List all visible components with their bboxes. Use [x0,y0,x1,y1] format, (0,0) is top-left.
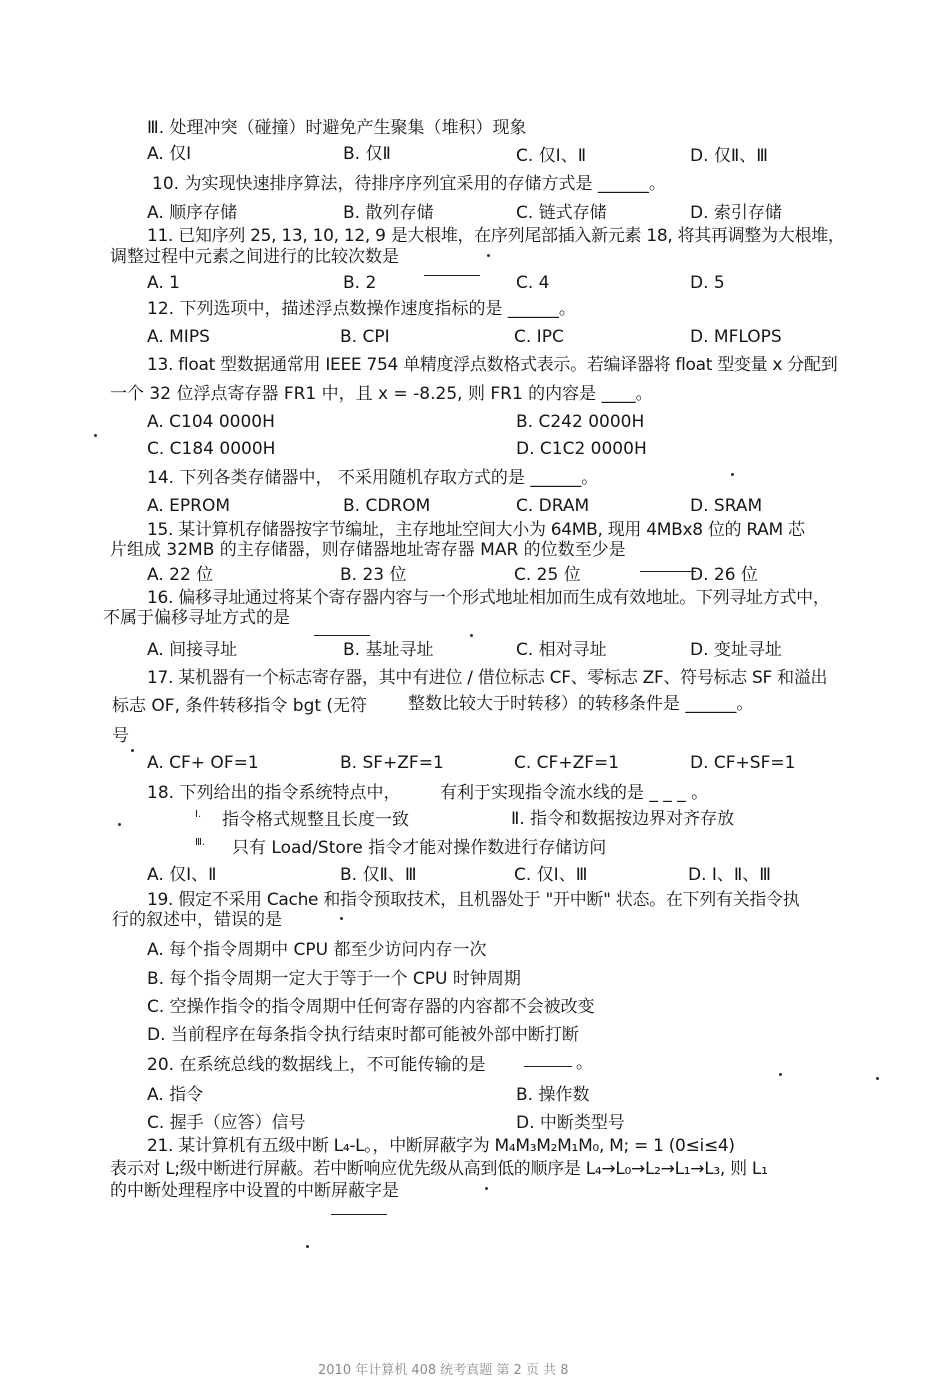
answer-blank [640,571,696,572]
scan-dot [470,634,473,637]
q14-stem: 14. 下列各类存储器中， 不采用随机存取方式的是 ______。 [147,468,599,488]
q21-stem-line3: 的中断处理程序中设置的中断屏蔽字是 [110,1181,399,1201]
q12-option-c: C. IPC [514,327,564,347]
scan-dot [118,823,121,826]
q18-item-iii-marker: Ⅲ. [195,837,206,848]
q21-stem-line2: 表示对 L;级中断进行屏蔽。若中断响应优先级从高到低的顺序是 L₄→L₀→L₂→L₁→L₃, 则 L₁ [110,1159,768,1179]
q12-option-b: B. CPI [340,327,390,347]
answer-blank [314,635,370,636]
q10-stem: 10. 为实现快速排序算法，待排序序列宜采用的存储方式是 ______。 [152,174,666,194]
q12-option-a: A. MIPS [147,327,210,347]
scan-dot [731,473,734,476]
answer-blank [331,1214,387,1215]
q18-item-i-text: 指令格式规整且长度一致 [222,810,409,830]
scan-dot [487,254,490,257]
q18-item-iii-text: 只有 Load/Store 指令才能对操作数进行存储访问 [232,838,607,858]
q15-option-c: C. 25 位 [514,565,581,585]
page-footer: 2010 年计算机 408 统考真题 第 2 页 共 8 [318,1363,569,1378]
scan-dot [340,917,343,920]
q9-option-b: B. 仅Ⅱ [343,144,391,164]
q10-option-a: A. 顺序存储 [147,203,238,223]
scan-dot [779,1073,782,1076]
q15-option-a: A. 22 位 [147,565,214,585]
q12-stem: 12. 下列选项中，描述浮点数操作速度指标的是 ______。 [147,299,576,319]
q11-stem-line2: 调整过程中元素之间进行的比较次数是 [110,247,399,267]
q14-option-a: A. EPROM [147,496,230,516]
q18-option-c: C. 仅Ⅰ、Ⅲ [514,865,588,885]
answer-blank [424,275,480,276]
q12-option-d: D. MFLOPS [690,327,782,347]
q16-stem-line1: 16. 偏移寻址通过将某个寄存器内容与一个形式地址相加而生成有效地址。下列寻址方式中， [147,588,830,608]
q19-stem-line2: 行的叙述中，错误的是 [112,910,282,930]
q15-option-b: B. 23 位 [340,565,407,585]
q18-stem-b: 有利于实现指令流水线的是 _ _ _ 。 [440,783,709,803]
answer-blank [524,1066,572,1067]
q18-item-ii: Ⅱ. 指令和数据按边界对齐存放 [511,809,735,829]
q17-option-b: B. SF+ZF=1 [340,753,444,773]
q20-stem-end: 。 [576,1053,593,1073]
q18-option-d: D. Ⅰ、Ⅱ、Ⅲ [688,865,771,885]
q13-option-b: B. C242 0000H [516,412,645,432]
q20-option-c: C. 握手（应答）信号 [147,1113,306,1133]
q16-stem-line2: 不属于偏移寻址方式的是 [103,608,290,628]
q20-stem: 20. 在系统总线的数据线上，不可能传输的是 [147,1055,486,1075]
q19-option-d: D. 当前程序在每条指令执行结束时都可能被外部中断打断 [147,1025,579,1045]
q16-option-c: C. 相对寻址 [516,640,607,660]
q15-stem-line1: 15. 某计算机存储器按字节编址，主存地址空间大小为 64MB, 现用 4MBx8 位的 RAM 芯 [147,520,805,540]
q13-option-a: A. C104 0000H [147,412,275,432]
q18-item-i-marker: Ⅰ. [195,809,202,820]
q19-option-c: C. 空操作指令的指令周期中任何寄存器的内容都不会被改变 [147,997,595,1017]
q20-option-a: A. 指令 [147,1085,204,1105]
scan-dot [131,749,134,752]
q16-option-b: B. 基址寻址 [343,640,434,660]
scan-dot [306,1245,309,1248]
q17-stem-line2b: 整数比较大于时转移）的转移条件是 ______。 [408,694,754,714]
q17-stem-line1: 17. 某机器有一个标志寄存器，其中有进位 / 借位标志 CF、零标志 ZF、符号标志 SF 和溢出 [147,668,828,688]
q20-option-d: D. 中断类型号 [516,1113,625,1133]
q17-stem-line2a: 标志 OF, 条件转移指令 bgt (无符 [112,696,368,716]
q17-option-c: C. CF+ZF=1 [514,753,620,773]
q19-stem-line1: 19. 假定不采用 Cache 和指令预取技术，且机器处于 "开中断" 状态。在下列有关指令执 [147,890,800,910]
q21-stem-line1: 21. 某计算机有五级中断 L₄-L。，中断屏蔽字为 M₄M₃M₂M₁M₀, M; = 1 (0≤i≤4) [147,1136,735,1156]
q19-option-a: A. 每个指令周期中 CPU 都至少访问内存一次 [147,940,487,960]
q9-option-a: A. 仅Ⅰ [147,144,192,164]
q18-option-a: A. 仅Ⅰ、Ⅱ [147,865,217,885]
q13-stem-line2: 一个 32 位浮点寄存器 FR1 中，且 x = -8.25, 则 FR1 的内容是 ____。 [110,384,653,404]
scan-dot [94,434,97,437]
q16-option-a: A. 间接寻址 [147,640,238,660]
q20-option-b: B. 操作数 [516,1085,590,1105]
item-iii-text: Ⅲ. 处理冲突（碰撞）时避免产生聚集（堆积）现象 [147,118,527,138]
q17-stem-line3: 号 [112,726,129,746]
scan-dot [485,1187,488,1190]
q9-option-c: C. 仅Ⅰ、Ⅱ [516,146,587,166]
q11-option-c: C. 4 [516,273,550,293]
q13-option-c: C. C184 0000H [147,439,276,459]
q11-option-a: A. 1 [147,273,180,293]
q15-stem-line2: 片组成 32MB 的主存储器，则存储器地址寄存器 MAR 的位数至少是 [110,540,626,560]
q10-option-b: B. 散列存储 [343,203,434,223]
q19-option-b: B. 每个指令周期一定大于等于一个 CPU 时钟周期 [147,969,521,989]
q17-option-a: A. CF+ OF=1 [147,753,259,773]
q11-stem-line1: 11. 已知序列 25, 13, 10, 12, 9 是大根堆，在序列尾部插入新元素 18, 将其再调整为大根堆， [147,226,845,246]
q14-option-c: C. DRAM [516,496,590,516]
q14-option-b: B. CDROM [343,496,431,516]
q13-option-d: D. C1C2 0000H [516,439,647,459]
q11-option-d: D. 5 [690,273,725,293]
q13-stem-line1: 13. float 型数据通常用 IEEE 754 单精度浮点数格式表示。若编译器将 float 型变量 x 分配到 [147,355,838,375]
q18-stem-a: 18. 下列给出的指令系统特点中， [147,783,401,803]
q17-option-d: D. CF+SF=1 [690,753,796,773]
q10-option-d: D. 索引存储 [690,203,782,223]
q18-option-b: B. 仅Ⅱ、Ⅲ [340,865,417,885]
q14-option-d: D. SRAM [690,496,763,516]
scan-dot [876,1077,879,1080]
q15-option-d: D. 26 位 [690,565,758,585]
q10-option-c: C. 链式存储 [516,203,607,223]
q16-option-d: D. 变址寻址 [690,640,782,660]
q11-option-b: B. 2 [343,273,377,293]
q9-option-d: D. 仅Ⅱ、Ⅲ [690,146,768,166]
